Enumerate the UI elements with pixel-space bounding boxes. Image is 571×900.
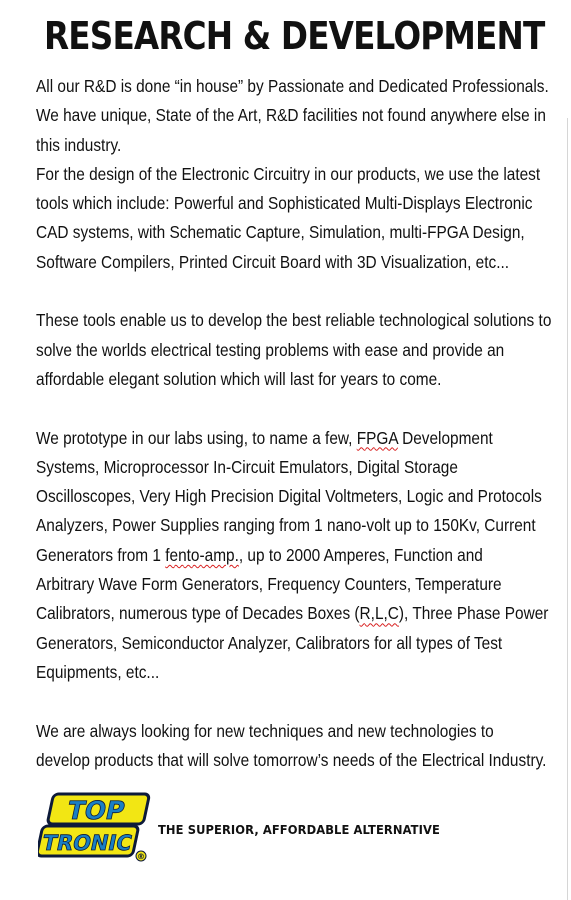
- toptronic-logo: [38, 792, 158, 862]
- text-line: ), Three Phase Power: [398, 603, 549, 624]
- logo-word-bottom: TRONIC: [39, 831, 135, 856]
- text-line: Arbitrary Wave Form Generators, Frequency Counters, Temperature: [36, 574, 502, 595]
- text-line: , up to 2000 Amperes, Function and: [238, 544, 483, 565]
- tagline: THE SUPERIOR, AFFORDABLE ALTERNATIVE: [158, 822, 440, 837]
- text-line: All our R&D is done “in house” by Passionate and Dedicated Professionals.: [36, 76, 549, 96]
- text-line: We prototype in our labs using, to name a few,: [36, 427, 357, 448]
- text-line: tools which include: Powerful and Sophisticated Multi-Displays Electronic: [36, 193, 533, 214]
- registered-mark: ®: [137, 852, 145, 861]
- text-line: For the design of the Electronic Circuitry in our products, we use the latest: [36, 163, 541, 184]
- text-line: We are always looking for new techniques and new technologies to: [36, 720, 494, 741]
- paragraph-closing: [36, 717, 555, 776]
- spellcheck-word: fento-amp.: [165, 544, 239, 565]
- logo-graphic: [38, 792, 158, 862]
- page-edge-line: [567, 118, 568, 900]
- text-line: CAD systems, with Schematic Capture, Simulation, multi-FPGA Design,: [36, 222, 525, 243]
- body-text: [36, 72, 555, 775]
- page-title: RESEARCH & DEVELOPMENT: [44, 14, 545, 58]
- text-line: Analyzers, Power Supplies ranging from 1 nano-volt up to 150Kv, Current: [36, 515, 536, 536]
- text-line: solve the worlds electrical testing problems with ease and provide an: [36, 339, 505, 360]
- text-line: Development: [397, 427, 493, 448]
- text-line: Generators, Semiconductor Analyzer, Calibrators for all types of Test: [36, 632, 503, 653]
- paragraph-prototype: [36, 424, 555, 688]
- text-line: affordable elegant solution which will last for years to come.: [36, 368, 442, 389]
- logo-word-top: TOP: [64, 796, 128, 825]
- text-line: Calibrators, numerous type of Decades Boxes (: [36, 603, 360, 624]
- text-line: Software Compilers, Printed Circuit Board with 3D Visualization, etc...: [36, 251, 510, 272]
- text-line: Oscilloscopes, Very High Precision Digital Voltmeters, Logic and Protocols: [36, 486, 542, 507]
- text-line: Systems, Microprocessor In-Circuit Emulators, Digital Storage: [36, 456, 458, 477]
- paragraph-tools: [36, 306, 555, 394]
- spellcheck-word: R,L,C: [359, 603, 399, 624]
- text-line: develop products that will solve tomorrow’s needs of the Electrical Industry.: [36, 749, 547, 770]
- text-line: Generators from 1: [36, 544, 166, 565]
- text-line: Equipments, etc...: [36, 661, 160, 682]
- paragraph-intro: [36, 72, 555, 277]
- text-line: These tools enable us to develop the best reliable technological solutions to: [36, 310, 552, 331]
- text-line: this industry.: [36, 134, 122, 155]
- text-line: We have unique, State of the Art, R&D facilities not found anywhere else in: [36, 105, 546, 126]
- spellcheck-word: FPGA: [356, 427, 398, 448]
